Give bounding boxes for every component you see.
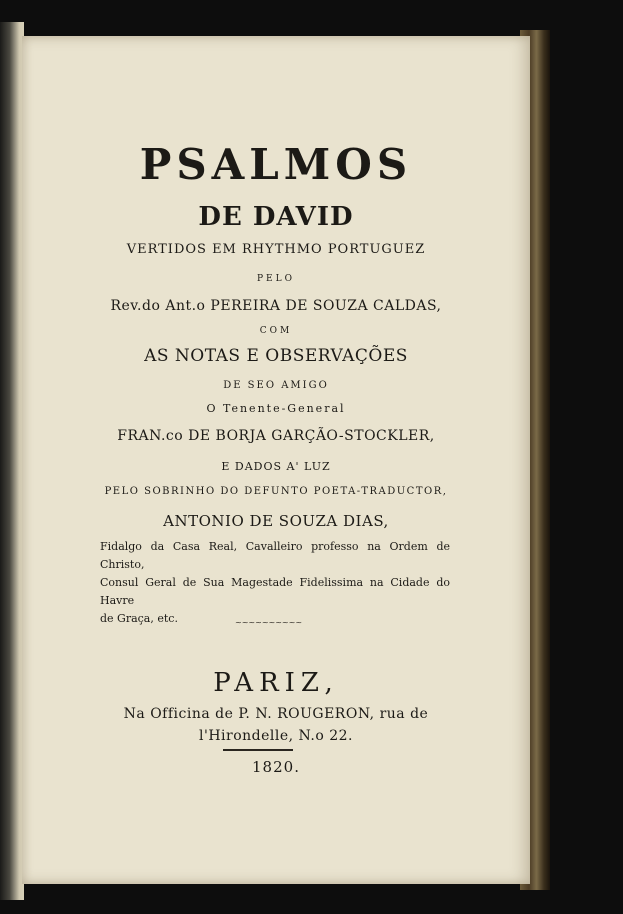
title-page: [22, 36, 530, 884]
com-line: COM: [259, 326, 293, 336]
credentials-line-3: de Graça, etc.: [100, 612, 178, 625]
annotator-line: FRAN.co DE BORJA GARÇÃO-STOCKLER,: [117, 428, 435, 444]
rule-divider: [223, 749, 293, 751]
place-of-publication: PARIZ,: [213, 668, 339, 698]
author-line: Rev.do Ant.o PEREIRA DE SOUZA CALDAS,: [110, 298, 442, 314]
left-page-edge: [0, 22, 24, 900]
book-title: PSALMOS: [139, 140, 413, 189]
rank-line: O Tenente-General: [206, 402, 346, 415]
credentials-line-2: Consul Geral de Sua Magestade Fidelissima na Cidade do Havre: [100, 576, 450, 607]
ornament-divider: ~~~~~~~~~~: [235, 618, 303, 627]
published-line: E DADOS A' LUZ: [221, 460, 331, 473]
publication-year: 1820.: [252, 758, 300, 776]
pelo-line: PELO: [257, 274, 295, 284]
nephew-line: PELO SOBRINHO DO DEFUNTO POETA-TRADUCTOR,: [104, 486, 448, 497]
editor-credentials: [100, 538, 450, 628]
translation-line: VERTIDOS EM RHYTHMO PORTUGUEZ: [126, 242, 426, 257]
printer-line: Na Officina de P. N. ROUGERON, rua de: [123, 706, 429, 722]
address-line: l'Hirondelle, N.o 22.: [199, 728, 353, 744]
credentials-line-1: Fidalgo da Casa Real, Cavalleiro professo na Ordem de Christo,: [100, 540, 450, 571]
editor-line: ANTONIO DE SOUZA DIAS,: [163, 512, 389, 530]
friend-line: DE SEO AMIGO: [223, 380, 329, 391]
book-subtitle: DE DAVID: [198, 202, 354, 232]
notes-line: AS NOTAS E OBSERVAÇÕES: [144, 346, 408, 366]
